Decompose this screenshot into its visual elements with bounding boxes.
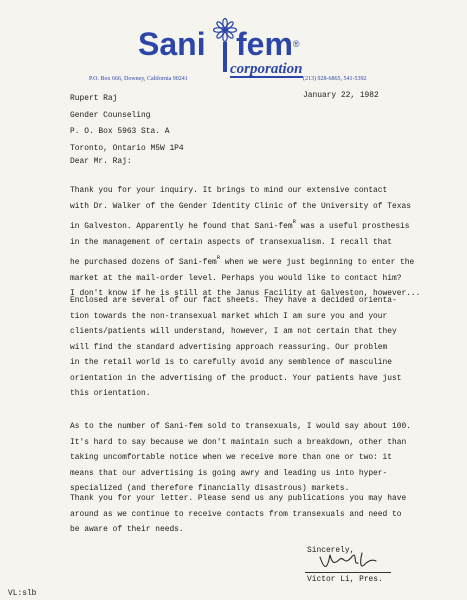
recipient-line: Toronto, Ontario M5W 1P4 [70, 143, 184, 153]
paragraph-2 [70, 293, 401, 402]
body-line: market at the mail-order level. Perhaps you would like to contact him? [70, 273, 402, 283]
recipient-line: Rupert Raj [70, 94, 118, 103]
body-line: this orientation. [70, 389, 151, 398]
paragraph-3 [70, 419, 411, 497]
paragraph-1 [70, 183, 420, 302]
superscript-r: R [216, 254, 221, 261]
brand-name-right: fem® [236, 26, 300, 62]
body-line: be aware of their needs. [70, 525, 184, 534]
signature-line [305, 572, 391, 573]
body-line: specialized (and therefore financially disastrous) markets. [70, 484, 350, 493]
letterhead-phone: (213) 928-6865, 541-5392 [303, 76, 367, 82]
body-line: orientation in the advertising of the product. Your patients have just [70, 373, 402, 383]
body-line: Thank you for your inquiry. It brings to mind our extensive contact [70, 186, 388, 195]
body-line: means that our advertising is going awry and leading us into hyper- [70, 468, 388, 478]
flower-logo-icon [213, 18, 237, 42]
signer-name: Victor Li, Pres. [307, 575, 383, 584]
brand-name-left: Sani [138, 26, 206, 62]
handwritten-signature [318, 551, 378, 573]
body-line: It's hard to say because we don't maintain such a breakdown, other than [70, 437, 407, 447]
body-line: Enclosed are several of our fact sheets. They have a decided orienta- [70, 296, 397, 305]
recipient-address [70, 91, 184, 157]
body-line: Thank you for your letter. Please send us any publications you may have [70, 494, 407, 503]
body-line: with Dr. Walker of the Gender Identity Clinic of the University of Texas [70, 201, 411, 211]
paragraph-4 [70, 491, 406, 538]
body-line: in the retail world is to carefully avoid any semblence of masculine [70, 358, 392, 367]
corporation-label: corporation [230, 61, 303, 77]
registered-mark: ® [292, 39, 300, 49]
typist-initials: VL:slb [8, 589, 37, 598]
letter-date: January 22, 1982 [303, 91, 379, 100]
recipient-line: P. O. Box 5963 Sta. A [70, 127, 170, 136]
body-line: I don't know if he is still at the Janus Facility at Galveston, however... [70, 289, 421, 298]
superscript-r: R [292, 218, 296, 225]
body-line: As to the number of Sani-fem sold to transexuals, I would say about 100. [70, 422, 411, 431]
recipient-line: Gender Counseling [70, 110, 151, 120]
body-line: tion towards the non-transexual market which I am sure you and your [70, 311, 388, 321]
body-line: around as we continue to receive contacts from transexuals and need to [70, 509, 402, 519]
flower-stem [223, 42, 227, 72]
body-line: will find the standard advertising approach reassuring. Our problem [70, 342, 388, 352]
body-line: clients/patients will understand, however, I am not certain that they [70, 327, 397, 336]
letterhead-address: P.O. Box 666, Downey, California 90241 [89, 76, 188, 82]
body-line: in the management of certain aspects of transexualism. I recall that [70, 237, 392, 247]
closing: Sincerely, [307, 546, 355, 555]
salutation: Dear Mr. Raj: [70, 157, 132, 166]
body-line: taking uncomfortable notice when we receive more than one or two: it [70, 453, 392, 462]
body-line: he purchased dozens of Sani-fem$^R$ when we were just beginning to enter the [70, 254, 415, 267]
body-line: in Galveston. Apparently he found that Sani-fem$^R$ was a useful prosthesis [70, 218, 410, 231]
